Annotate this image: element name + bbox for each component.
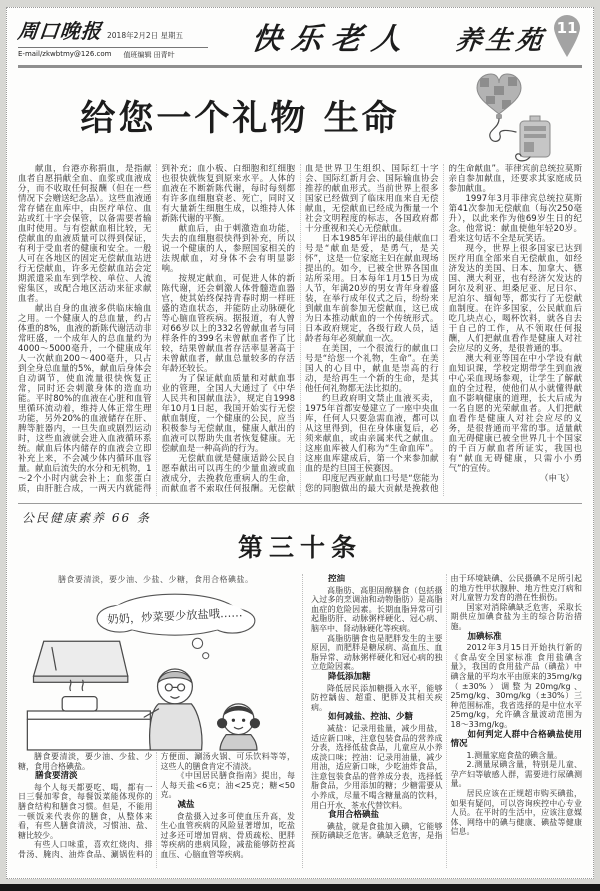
blood-donation-illustration xyxy=(464,70,564,164)
paragraph: 1.测量家庭食盐的碘含量。 xyxy=(466,750,563,760)
grandma-figure xyxy=(144,669,202,750)
article2-right-columns xyxy=(311,574,582,868)
article2-left-columns xyxy=(18,752,295,868)
paragraph: 献血，台港亦称捐血，是指献血者自愿捐献全血、血浆或血液成分，而不收取任何报酬（但在一些情况下会赠送纪念品）。这些血液通常存储在血库中，由医疗单位、血站或红十字会保管，以备需要者输血时使用。与有偿献血相比较，无偿献血的血液质量可以得到保证，有利于受血者的健康和安全。一般人可在各地区的固定无偿献血站进行无偿献血，许多无偿献血站会定期派遣采血车到学校、单位、人流密集区，或配合地区活动来征求献血者。 xyxy=(18,164,152,304)
speech-bubble-text: 奶奶，炒菜要少放盐哦…… xyxy=(107,606,243,627)
duty-editor: 值班编辑 田青叶 xyxy=(123,51,175,59)
paragraph: 日本1985年评出的最佳献血口号是“献血是爱，是勇气，是关怀”，这是一位家庭主妇在献血现场提出的。如今，已被全世界各国血站所采用。日本每年1月15日为成人节，年满20岁的男女青年身着盛装，在举行成年仪式之后，纷纷来到献血车前参加无偿献血，这已成为日本推动献血的一个传统形式。日本政府规定，各级行政人员，适龄者每年必须献血一次。 xyxy=(305,234,439,344)
paper-logo: 周口晚报 xyxy=(16,19,104,43)
paragraph: 1997年3月菲律宾总统拉莫斯第41次参加无偿献血（每次250毫升），以此来作为他69岁生日的纪念。他常说：献血使他年轻20岁。看来这句话不全是玩笑话。 xyxy=(448,194,582,244)
subheading: 如何判定人群中合格碘盐使用情况 xyxy=(450,729,582,750)
paragraph: 膳食要清淡，要少油、少盐、少糖，食用合格碘盐。 xyxy=(18,752,153,771)
kitchen-cartoon xyxy=(18,588,295,752)
article1-body xyxy=(18,164,582,496)
article2-headline: 第三十条 xyxy=(237,533,362,562)
paragraph: 2.测量尿碘含量，特别是儿童、孕产妇等敏感人群，需要进行尿碘测量。 xyxy=(450,760,582,789)
range-hood-icon xyxy=(34,641,128,682)
paragraph: 献出自身的血液多供临床输血之用。一个健康人的总血量，约占体重的8%，血液的新陈代谢活动非常旺盛，一个成年人的总血量约为4000～5000毫升，一个健康成年人一次献血200～400毫升，只占到全身总血量的5%，献血后身体会自动调节，使血流量很快恢复正常，同时还会刺激身体的造血功能。平时80%的血液在心脏和血管里循环流动着，维持人体正常生理功能，另外20%的血液储存在肝、脾等脏器内，一旦失血或剧烈运动时，这些血液就会进入血液循环系统。献血后体内储存的血液会立即补充上来，不会减少体内循环血容量。献血后流失的水分和无机物，1～2个小时内就会补上；血浆蛋白质，由肝脏合成，一两天内就能得到补充；血小板、白细胞和红细胞也很快就恢复到原来水平。人体的血液在不断新陈代谢，每时每刻都有许多血细胞衰老、死亡，同时又有大量新生细胞生成，以维持人体新陈代谢的平衡。 xyxy=(18,164,295,494)
heart-balloon-icon xyxy=(477,74,521,119)
article2-kicker: 公民健康素养 66 条 xyxy=(22,511,151,525)
subheading: 食用合格碘盐 xyxy=(328,810,380,821)
subheading: 膳食要清淡 xyxy=(35,771,78,782)
paragraph: 碘盐，就是食盐加入碘，它能够预防碘缺乏危害。碘缺乏危害，是指由于环境缺碘、公民摄碘不足所引起的地方性甲状腺肿、地方性克汀病和对儿童智力发育的潜在性损伤。 xyxy=(311,574,582,841)
paragraph: 居民应该在正规超市购买碘盐，如果有疑问，可以咨询疾控中心专业人员。在平时的生活中，应该注意媒体、网络中的碘与健康、碘盐等健康信息。 xyxy=(450,789,582,837)
subheading: 减盐 xyxy=(177,799,195,810)
newspaper-page xyxy=(6,7,594,879)
article2-content xyxy=(18,574,582,868)
article2-statement: 膳食要清淡，要少油、少盐、少糖，食用合格碘盐。 xyxy=(58,575,254,584)
section-title: 养生苑 xyxy=(454,25,548,56)
paragraph: 有些人口味重，喜欢红烧肉、排骨汤、腌肉、油炸食品、涮锅佐料的方便面、涮汤火锅、可乐饮料等等，这些人的膳食肯定不清淡。 xyxy=(18,752,295,859)
page-bottom-edge xyxy=(0,884,600,891)
paragraph: 约旦政府明文禁止血液买卖，1975年首都安曼建立了一座中央血库，任何人只要急需血液，都可以从这里得到，但在身体康复后，必须来献血，或由亲属来代之献血。这座血库被人们称为“生命血库”。这座血库建成后，第一个来参加献血的是约旦国王侯赛因。 xyxy=(305,394,439,474)
paragraph: 2012年3月15日开始执行新的《食品安全国家标准 食用盐碘含量》，我国的食用盐产品（碘盐）中碘含量的平均水平由原来的35mg/kg（±30%）调整为20mg/kg、25mg/kg、30mg/kg（±30%）三种范围标准，我省选择的是中位水平25mg/kg，允许碘含量波动范围为18～33mg/kg。 xyxy=(450,643,582,729)
paragraph: 食盐摄入过多可使血压升高，发生心血管疾病的风险显著增加，吃盐过多还可增加胃病、骨质疏松、肥胖等疾病的患病风险，减盐能够防控高血压、心脑血管等疾病。 xyxy=(160,811,295,859)
subheading: 如何减盐、控油、少糖 xyxy=(328,712,414,723)
masthead-right xyxy=(456,16,582,60)
masthead-center-title: 快乐老人 xyxy=(249,22,415,57)
article1-headline-row xyxy=(18,68,582,164)
paragraph: 《中国居民膳食指南》提出，每人每天盐<6克；油<25克；糖<50克。 xyxy=(160,771,295,800)
subheading: 控油 xyxy=(328,574,346,584)
paragraph: 减盐：记录用盐量，减少用盐，适应新口味，注意包装食品的营养成分表，选择低盐食品，儿童应从小养成淡口味；控油：记录用油量，减少用油，适应新口味，少吃油炸食品，注意包装食品的营养成分表，选择低脂食品，少用添加的糖；少糖需要从小养成，尽量不喝含糖量高的饮料，用白开水、茶水代替饮料。 xyxy=(311,723,443,810)
subheading: 降低添加糖 xyxy=(328,671,371,682)
stove-counter-icon xyxy=(27,680,150,750)
paragraph: 澳大利亚等国在中小学设有献血知识课，学校定期带学生到血液中心采血现场参观，让学生了解献血的全过程，使他们从小就懂得献血不影响健康的道理，长大后成为一名自愿的光荣献血者。人们把献血看作是健康人对社会应尽的义务，是很普通而平常的事。适量献血无碍健康已被全世界几十个国家的千百万献血者所证实，我国也有“献血无碍健康，只需小小勇气”的宣传。 xyxy=(448,354,582,474)
paragraph: 印度尼西亚献血口号是“您能为您的同胞做出的最大贡献是挽救他的生命献血”。菲律宾前总统拉莫斯亲自参加献血，还要求其家庭成员参加献血。 xyxy=(305,164,582,494)
paragraph: 国家对消除碘缺乏危害，采取长期供应加碘食盐为主的综合防治措施。 xyxy=(450,602,582,631)
blood-bag-icon xyxy=(516,116,550,161)
section-divider xyxy=(18,503,582,504)
subheading: 加碘标准 xyxy=(467,631,502,642)
paragraph: 降低居民添加糖摄入水平，能够防控龋齿、超重、肥胖及其相关疾病。 xyxy=(311,683,443,712)
paragraph: 高脂肪膳食也是肥胖发生的主要原因，而肥胖是糖尿病、高血压、血脂异常、动脉粥样硬化和冠心病的独立危险因素。 xyxy=(311,633,443,672)
masthead-left xyxy=(18,15,208,60)
paragraph: 献血后，由于刺激造血功能，失去的血细胞很快得到补充，所以说一个健康的人，参照国家相关的法规献血，对身体不会有明显影响。 xyxy=(161,224,295,274)
article1-byline: （申飞） xyxy=(539,474,574,484)
masthead xyxy=(18,16,582,68)
article1-headline: 给您一个礼物 生命 xyxy=(80,99,400,139)
paragraph: 高脂肪、高胆固醇膳食（包括摄入过多的烹调油和动物脂肪）是高脂血症的危险因素。长期血脂异常可引起脂肪肝、动脉粥样硬化、冠心病、脑卒中、肾动脉硬化等疾病。 xyxy=(311,585,443,633)
paragraph: 为了保证献血质量和对献血事业的管理，全国人大通过了《中华人民共和国献血法》，规定自1998年10月1日起，我国开始实行无偿献血制度，一个健康的公民，应当积极参与无偿献血，健康人献出的血液可以帮助失血者恢复健康。无偿献血是一种高尚的行为。 xyxy=(161,374,295,454)
paragraph: 按规定献血，可促进人体的新陈代谢，还会刺激人体骨髓造血器官，使其始终保持青春时期一样旺盛的造血状态，并能防止动脉硬化等心脑血管疾病。据报道，有人曾对66岁以上的332名曾献血者与同样条件的399名未曾献血者作了比较，结果曾献血者存活率显著高于未曾献血者，献血总量较多的存活年龄还较长。 xyxy=(161,274,295,374)
article2-left-half xyxy=(18,574,302,868)
paragraph: 现今，世界上很多国家已达到医疗用血全部来自无偿献血，如经济发达的美国、日本、加拿大、德国、澳大利亚，也有经济欠发达的阿尔及利亚、坦桑尼亚、尼日尔、尼泊尔、缅甸等，都实行了无偿献血制度。在许多国家，公民献血后吃几块点心，喝杯饮料，就各自去干自己的工作，从不领取任何报酬，人们把献血看作是健康人对社会应尽的义务，是很普通的事。 xyxy=(448,244,582,354)
page-number-badge xyxy=(552,14,582,58)
paragraph: 无偿献血就是健康适龄公民自愿奉献出可以再生的少量血液或血液成分，去挽救危重病人的生命，而献血者不索取任何报酬。无偿献血是世界卫生组织、国际红十字会、国际红新月会、国际输血协会推荐的献血形式。当前世界上很多国家已经做到了临床用血来自无偿献血，无偿献血已经成为衡量一个社会文明程度的标志，各国政府都十分重视和关心无偿献血。 xyxy=(161,164,439,494)
article2-right-half xyxy=(302,574,582,868)
paragraph: 每个人每天都要吃、喝，都有一日三餐加零食，每餐饭菜能体现你的膳食结构和膳食习惯。但是，不能用一顿饭来代表你的膳食，从整体来看，有些人膳食清淡，习惯油、盐、糖比较少。 xyxy=(18,782,153,840)
page-number: 11 xyxy=(556,19,578,37)
contact-email: E-mail/zkwbtmy@126.com xyxy=(18,50,112,58)
girl-figure xyxy=(217,704,260,750)
issue-date: 2018年2月2日 星期五 xyxy=(107,31,184,40)
paragraph: 在美国，一个很流行的献血口号是“给您一个礼物，生命”。在美国人的心目中，献血是崇高的行动，是给再生一个新的生命，是其他任何礼物都无法比拟的。 xyxy=(305,344,439,394)
